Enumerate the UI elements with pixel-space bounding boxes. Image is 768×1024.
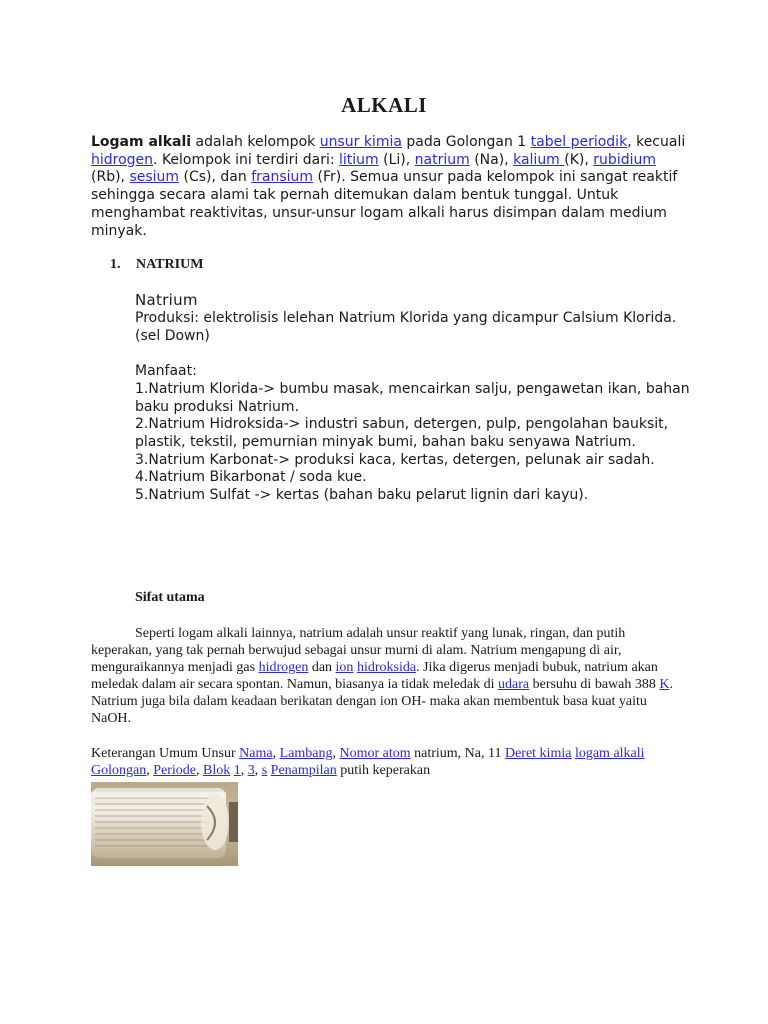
link-unsur-kimia[interactable]: unsur kimia — [319, 134, 402, 150]
ket-text: , — [254, 763, 262, 778]
intro-text: (Fr). Semua unsur pada kelompok ini sangat reaktif sehingga secara alami tak pernah ditemukan dalam bentuk tunggal. Untuk menghambat reaktivitas, unsur-unsur logam alkali harus disimpan dalam medium minyak. — [91, 169, 678, 239]
manfaat-item: 4.Natrium Bikarbonat / soda kue. — [135, 469, 367, 486]
manfaat-label: Manfaat: — [135, 363, 197, 380]
keterangan-paragraph — [91, 745, 676, 779]
link-1[interactable]: 1 — [233, 763, 241, 778]
sifat-text: dan — [308, 660, 336, 675]
link-kelvin[interactable]: K — [659, 677, 670, 692]
document-title: ALKALI — [341, 93, 427, 117]
link-tabel-periodik[interactable]: tabel periodik — [530, 134, 628, 150]
spacer — [135, 345, 695, 363]
link-nomor-atom[interactable]: Nomor atom — [339, 746, 411, 761]
ket-text: , — [332, 746, 340, 761]
ket-text: , — [272, 746, 280, 761]
intro-text: (Cs), dan — [179, 169, 252, 186]
link-hidroksida[interactable]: hidroksida — [356, 660, 417, 675]
link-periode[interactable]: Periode — [153, 763, 196, 778]
link-deret-kimia[interactable]: Deret kimia — [504, 746, 572, 761]
ket-text: Keterangan Umum Unsur — [91, 746, 240, 761]
manfaat-item: 3.Natrium Karbonat-> produksi kaca, kertas, detergen, pelunak air sadah. — [135, 451, 655, 468]
sifat-text: . Natrium juga bila dalam keadaan berikatan dengan ion OH- maka akan membentuk basa kuat yaitu NaOH. — [91, 677, 673, 726]
link-kalium[interactable]: kalium — [513, 151, 565, 168]
ket-text: natrium, Na, 11 — [410, 746, 505, 761]
link-logam-alkali[interactable]: logam alkali — [574, 746, 645, 761]
link-litium[interactable]: litium — [339, 151, 379, 168]
manfaat-item: 5.Natrium Sulfat -> kertas (bahan baku pelarut lignin dari kayu). — [135, 487, 589, 504]
intro-text: . Kelompok ini terdiri dari: — [153, 151, 340, 168]
ket-text: , — [195, 763, 203, 778]
link-natrium[interactable]: natrium — [414, 151, 470, 168]
link-golongan[interactable]: Golongan — [91, 763, 147, 778]
ket-text: putih keperakan — [336, 763, 431, 778]
sodium-ampoule-photo — [91, 782, 238, 866]
sifat-paragraph — [91, 625, 676, 727]
section-heading-label: NATRIUM — [136, 257, 204, 272]
link-hidrogen[interactable]: hidrogen — [91, 151, 154, 168]
manfaat-item: 1.Natrium Klorida-> bumbu masak, mencairkan salju, pengawetan ikan, bahan baku produksi Natrium. — [135, 380, 690, 415]
sifat-text: Seperti logam alkali lainnya, natrium adalah unsur reaktif yang lunak, ringan, dan putih keperakan, yang tak pernah berwujud sebagai unsur murni di alam. Natrium mengapung di air, menguraikannya menjadi gas — [91, 626, 626, 675]
natrium-block — [135, 291, 695, 505]
link-3[interactable]: 3 — [247, 763, 255, 778]
sifat-text: . Jika digerus menjadi bubuk, natrium akan meledak dalam air secara spontan. Namun, biasanya ia tidak meledak di — [91, 660, 658, 692]
link-fransium[interactable]: fransium — [251, 169, 314, 186]
intro-text: adalah kelompok — [191, 134, 320, 150]
link-lambang[interactable]: Lambang — [279, 746, 333, 761]
intro-text: (K), — [564, 151, 594, 168]
intro-text: (Li), — [378, 151, 415, 168]
intro-bold-term: Logam alkali — [91, 134, 192, 150]
link-udara[interactable]: udara — [498, 677, 530, 692]
link-hidrogen-2[interactable]: hidrogen — [258, 660, 309, 675]
ket-text: , — [146, 763, 154, 778]
link-rubidium[interactable]: rubidium — [593, 151, 656, 168]
section-number: 1. — [110, 257, 121, 272]
natrium-subtitle: Natrium — [135, 291, 198, 309]
intro-text: pada Golongan 1 — [401, 134, 531, 150]
link-sesium[interactable]: sesium — [129, 169, 180, 186]
link-penampilan[interactable]: Penampilan — [270, 763, 337, 778]
sifat-text: bersuhu di bawah 388 — [529, 677, 660, 692]
intro-text: (Rb), — [91, 169, 130, 186]
intro-text: , kecuali — [627, 134, 686, 150]
link-blok[interactable]: Blok — [202, 763, 231, 778]
intro-paragraph — [91, 134, 691, 240]
link-nama[interactable]: Nama — [239, 746, 273, 761]
ket-text: , — [240, 763, 248, 778]
link-ion[interactable]: ion — [335, 660, 354, 675]
manfaat-item: 2.Natrium Hidroksida-> industri sabun, detergen, pulp, pengolahan bauksit, plastik, tekstil, pemurnian minyak bumi, bahan baku senyawa Natrium. — [135, 416, 669, 450]
intro-text: (Na), — [469, 151, 514, 168]
section-heading-natrium — [110, 257, 203, 273]
sifat-utama-heading: Sifat utama — [135, 590, 205, 605]
link-s[interactable]: s — [261, 763, 268, 778]
produksi-text: Produksi: elektrolisis lelehan Natrium Klorida yang dicampur Calsium Klorida. (sel Down) — [135, 310, 677, 344]
